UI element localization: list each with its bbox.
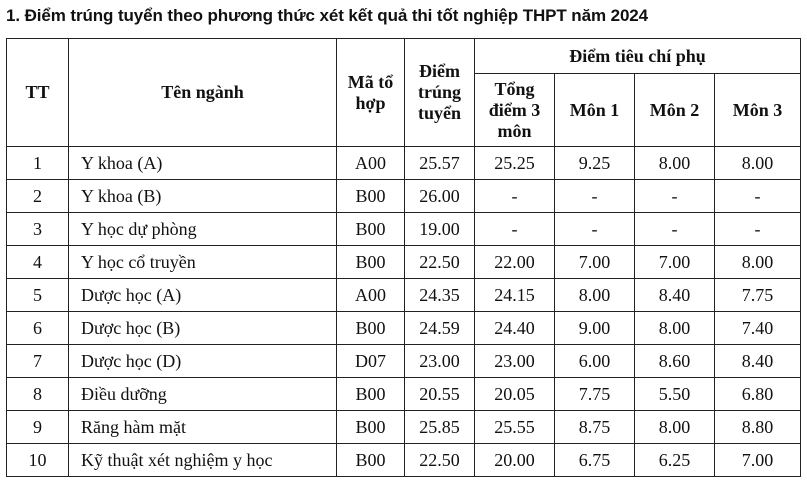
cell-mon-2: - bbox=[635, 213, 715, 246]
cell-mon-3: 8.00 bbox=[715, 246, 801, 279]
cell-mon-3: - bbox=[715, 180, 801, 213]
table-row bbox=[7, 180, 801, 213]
table-row bbox=[7, 312, 801, 345]
cell-ma-to-hop: B00 bbox=[337, 411, 405, 444]
cell-ten-nganh: Điều dưỡng bbox=[69, 378, 337, 411]
cell-ma-to-hop: B00 bbox=[337, 312, 405, 345]
cell-diem-trung-tuyen: 26.00 bbox=[405, 180, 475, 213]
cell-diem-trung-tuyen: 24.35 bbox=[405, 279, 475, 312]
cell-tong-diem: - bbox=[475, 213, 555, 246]
cell-tong-diem: 25.55 bbox=[475, 411, 555, 444]
cell-mon-1: 6.75 bbox=[555, 444, 635, 477]
cell-mon-1: 8.75 bbox=[555, 411, 635, 444]
cell-tt: 2 bbox=[7, 180, 69, 213]
cell-tt: 6 bbox=[7, 312, 69, 345]
cell-mon-3: - bbox=[715, 213, 801, 246]
cell-mon-2: 8.60 bbox=[635, 345, 715, 378]
cell-ma-to-hop: B00 bbox=[337, 180, 405, 213]
cell-ten-nganh: Răng hàm mặt bbox=[69, 411, 337, 444]
cell-diem-trung-tuyen: 22.50 bbox=[405, 246, 475, 279]
table-body bbox=[7, 147, 801, 477]
cell-diem-trung-tuyen: 24.59 bbox=[405, 312, 475, 345]
cell-diem-trung-tuyen: 25.85 bbox=[405, 411, 475, 444]
header-diem-tieu-chi-phu: Điểm tiêu chí phụ bbox=[475, 39, 801, 74]
cell-mon-1: 9.00 bbox=[555, 312, 635, 345]
cell-tt: 9 bbox=[7, 411, 69, 444]
cell-tt: 8 bbox=[7, 378, 69, 411]
table-row bbox=[7, 345, 801, 378]
cell-mon-3: 7.75 bbox=[715, 279, 801, 312]
cell-mon-3: 7.40 bbox=[715, 312, 801, 345]
cell-ma-to-hop: B00 bbox=[337, 444, 405, 477]
cell-ten-nganh: Dược học (A) bbox=[69, 279, 337, 312]
cell-mon-2: 8.40 bbox=[635, 279, 715, 312]
table-row bbox=[7, 147, 801, 180]
cell-ma-to-hop: B00 bbox=[337, 246, 405, 279]
header-mon-3: Môn 3 bbox=[715, 74, 801, 147]
header-mon-1: Môn 1 bbox=[555, 74, 635, 147]
cell-diem-trung-tuyen: 22.50 bbox=[405, 444, 475, 477]
cell-tong-diem: 23.00 bbox=[475, 345, 555, 378]
cell-mon-1: 6.00 bbox=[555, 345, 635, 378]
cell-mon-2: - bbox=[635, 180, 715, 213]
cell-mon-2: 8.00 bbox=[635, 312, 715, 345]
cell-mon-1: 9.25 bbox=[555, 147, 635, 180]
cell-tong-diem: 20.00 bbox=[475, 444, 555, 477]
table-row bbox=[7, 378, 801, 411]
cell-ma-to-hop: D07 bbox=[337, 345, 405, 378]
cell-tt: 10 bbox=[7, 444, 69, 477]
admission-score-table bbox=[6, 38, 801, 477]
cell-mon-1: - bbox=[555, 213, 635, 246]
cell-mon-1: - bbox=[555, 180, 635, 213]
cell-tong-diem: - bbox=[475, 180, 555, 213]
cell-mon-3: 8.80 bbox=[715, 411, 801, 444]
header-tong-diem: Tổng điểm 3 môn bbox=[475, 74, 555, 147]
cell-ten-nganh: Y học cổ truyền bbox=[69, 246, 337, 279]
table-row bbox=[7, 213, 801, 246]
cell-mon-3: 7.00 bbox=[715, 444, 801, 477]
table-header-row bbox=[7, 39, 801, 74]
cell-mon-2: 8.00 bbox=[635, 147, 715, 180]
cell-ma-to-hop: A00 bbox=[337, 279, 405, 312]
cell-mon-3: 8.40 bbox=[715, 345, 801, 378]
cell-tt: 3 bbox=[7, 213, 69, 246]
cell-ma-to-hop: B00 bbox=[337, 378, 405, 411]
cell-tong-diem: 24.40 bbox=[475, 312, 555, 345]
cell-mon-2: 8.00 bbox=[635, 411, 715, 444]
cell-tong-diem: 25.25 bbox=[475, 147, 555, 180]
cell-diem-trung-tuyen: 23.00 bbox=[405, 345, 475, 378]
header-ten-nganh: Tên ngành bbox=[69, 39, 337, 147]
table-row bbox=[7, 279, 801, 312]
table-row bbox=[7, 411, 801, 444]
cell-tt: 7 bbox=[7, 345, 69, 378]
table-row bbox=[7, 246, 801, 279]
cell-ten-nganh: Dược học (D) bbox=[69, 345, 337, 378]
cell-tt: 4 bbox=[7, 246, 69, 279]
cell-tong-diem: 20.05 bbox=[475, 378, 555, 411]
cell-ten-nganh: Y khoa (B) bbox=[69, 180, 337, 213]
cell-tong-diem: 22.00 bbox=[475, 246, 555, 279]
cell-ten-nganh: Y khoa (A) bbox=[69, 147, 337, 180]
header-ma-to-hop: Mã tổ hợp bbox=[337, 39, 405, 147]
cell-mon-3: 6.80 bbox=[715, 378, 801, 411]
document-title: 1. Điểm trúng tuyển theo phương thức xét kết quả thi tốt nghiệp THPT năm 2024 bbox=[6, 6, 649, 25]
cell-diem-trung-tuyen: 19.00 bbox=[405, 213, 475, 246]
table-row bbox=[7, 444, 801, 477]
cell-mon-2: 7.00 bbox=[635, 246, 715, 279]
cell-ma-to-hop: A00 bbox=[337, 147, 405, 180]
cell-mon-2: 6.25 bbox=[635, 444, 715, 477]
cell-ma-to-hop: B00 bbox=[337, 213, 405, 246]
cell-ten-nganh: Kỹ thuật xét nghiệm y học bbox=[69, 444, 337, 477]
cell-ten-nganh: Y học dự phòng bbox=[69, 213, 337, 246]
cell-mon-2: 5.50 bbox=[635, 378, 715, 411]
header-diem-trung-tuyen: Điểm trúng tuyển bbox=[405, 39, 475, 147]
cell-tt: 5 bbox=[7, 279, 69, 312]
cell-mon-1: 7.75 bbox=[555, 378, 635, 411]
cell-ten-nganh: Dược học (B) bbox=[69, 312, 337, 345]
header-mon-2: Môn 2 bbox=[635, 74, 715, 147]
cell-tt: 1 bbox=[7, 147, 69, 180]
cell-mon-3: 8.00 bbox=[715, 147, 801, 180]
cell-diem-trung-tuyen: 25.57 bbox=[405, 147, 475, 180]
cell-tong-diem: 24.15 bbox=[475, 279, 555, 312]
cell-mon-1: 7.00 bbox=[555, 246, 635, 279]
cell-mon-1: 8.00 bbox=[555, 279, 635, 312]
header-tt: TT bbox=[7, 39, 69, 147]
cell-diem-trung-tuyen: 20.55 bbox=[405, 378, 475, 411]
